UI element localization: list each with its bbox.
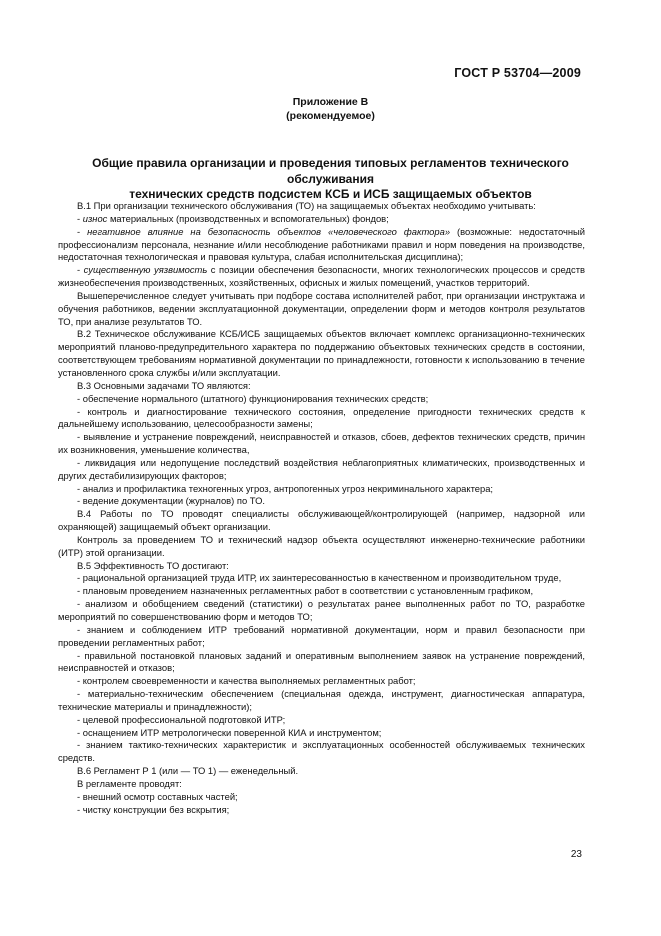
- list-item: - правильной постановкой плановых заданий и оперативным выполнением заявок на устранение повреждений, неисправностей и отказов;: [58, 649, 585, 674]
- paragraph: В.6 Регламент Р 1 (или — ТО 1) — еженедельный.: [77, 765, 299, 777]
- paragraph: В регламенте проводят:: [77, 777, 182, 789]
- paragraph: - износ материальных (производственных и вспомогательных) фондов;: [77, 212, 389, 224]
- emphasis: износ: [82, 212, 108, 224]
- list-item: - внешний осмотр составных частей;: [77, 790, 238, 802]
- paragraph: В.1 При организации технического обслуживания (ТО) на защищаемых объектах необходимо учитывать:: [77, 200, 536, 211]
- section-title-line-1: Общие правила организации и проведения типовых регламентов технического обслуживания: [92, 156, 569, 186]
- paragraph: Контроль за проведением ТО и технический надзор объекта осуществляют инженерно-технические работники (ИТР) этой организации.: [58, 533, 585, 558]
- standard-header: ГОСТ Р 53704—2009: [454, 66, 581, 80]
- list-item: - выявление и устранение повреждений, неисправностей и отказов, сбоев, дефектов технических средств, причин их возникновения, уменьшение количества,: [58, 431, 585, 456]
- list-item: - рациональной организацией труда ИТР, их заинтересованностью в качественном и производительном труде,: [77, 572, 562, 584]
- appendix-title: Приложение В: [292, 96, 369, 108]
- emphasis: существенную уязвимость: [83, 264, 208, 276]
- paragraph: В.4 Работы по ТО проводят специалисты обслуживающей/контролирующей (например, надзорной или охраняющей) защищаемый объект организации.: [58, 508, 585, 533]
- paragraph: Вышеперечисленное следует учитывать при подборе состава исполнителей работ, при организации инструктажа и обучения работников, ведении эксплуатационной документации, определении форм и методов контроля результатов ТО, при анализе результатов ТО.: [58, 289, 585, 327]
- section-title-line-2: технических средств подсистем КСБ и ИСБ защищаемых объектов: [129, 187, 532, 201]
- paragraph: - существенную уязвимость с позиции обеспечения безопасности, многих технологических процессов и средств жизнеобеспечения производственных, хозяйственных, офисных и жилых помещений, участков территорий.: [58, 264, 585, 289]
- list-item: - обеспечение нормального (штатного) функционирования технических средств;: [77, 392, 429, 404]
- list-item: - контроль и диагностирование технического состояния, определение пригодности технических средств к дальнейшему использованию, целесообразности замены;: [58, 405, 585, 430]
- list-item: - анализ и профилактика техногенных угроз, антропогенных угроз некриминального характера;: [77, 482, 494, 494]
- list-item: - материально-техническим обеспечением (специальная одежда, инструмент, диагностическая аппаратура, технические материалы и принадлежности);: [58, 688, 585, 712]
- document-body: [58, 200, 585, 817]
- page-number: 23: [570, 849, 582, 860]
- list-item: - целевой профессиональной подготовкой ИТР;: [77, 713, 286, 725]
- emphasis: негативное влияние на безопасность объектов «человеческого фактора»: [87, 225, 451, 237]
- paragraph-text: (возможные: недостаточный профессионализм персонала, незнание и/или несоблюдение работниками правил и норм поведения на производстве, недостаточная технологическая и правовая культура, слабая исполнительская дисциплина);: [58, 225, 585, 263]
- paragraph: В.3 Основными задачами ТО являются:: [77, 379, 251, 391]
- paragraph: - негативное влияние на безопасность объектов «человеческого фактора» (возможные: недостаточный профессионализм персонала, незнание и/или несоблюдение работниками правил и норм поведения на производстве, недостаточная технологическая и правовая культура, слабая исполнительская дисциплина);: [58, 225, 585, 263]
- paragraph-text: с позиции обеспечения безопасности, многих технологических процессов и средств жизнеобеспечения производственных, хозяйственных, офисных и жилых помещений, участков территорий.: [58, 264, 585, 289]
- list-item: - знанием тактико-технических характеристик и эксплуатационных особенностей обслуживаемых технических средств.: [58, 739, 585, 764]
- list-item: - ликвидация или недопущение последствий воздействия неблагоприятных климатических, производственных и других дестабилизирующих факторов;: [58, 456, 585, 481]
- list-item: - чистку конструкции без вскрытия;: [77, 803, 230, 815]
- list-item: - плановым проведением назначенных регламентных работ в соответствии с установленным графиком,: [77, 585, 534, 597]
- appendix-note: (рекомендуемое): [286, 110, 375, 122]
- paragraph: В.2 Техническое обслуживание КСБ/ИСБ защищаемых объектов включает комплекс организационно-технических мероприятий планово-предупредительного характера по поддержанию объектовых технических средств в состоянии, соответствующем требованиям нормативной документации по принадлежности, готовности к использованию в течение установленного срока службы и/или эксплуатации.: [58, 328, 585, 378]
- section-title: [60, 156, 601, 203]
- list-item: - ведение документации (журналов) по ТО.: [77, 495, 265, 507]
- paragraph-text: материальных (производственных и вспомогательных) фондов;: [107, 212, 389, 224]
- list-item: - оснащением ИТР метрологически поверенной КИА и инструментом;: [77, 726, 382, 738]
- paragraph: В.5 Эффективность ТО достигают:: [77, 559, 229, 571]
- list-item: - знанием и соблюдением ИТР требований нормативной документации, норм и правил безопасности при проведении регламентных работ;: [58, 623, 585, 648]
- list-item: - контролем своевременности и качества выполняемых регламентных работ;: [77, 675, 416, 687]
- list-item: - анализом и обобщением сведений (статистики) о результатах ранее выполненных работ по ТО, разработке мероприятий по совершенствованию форм и методов ТО;: [58, 598, 585, 622]
